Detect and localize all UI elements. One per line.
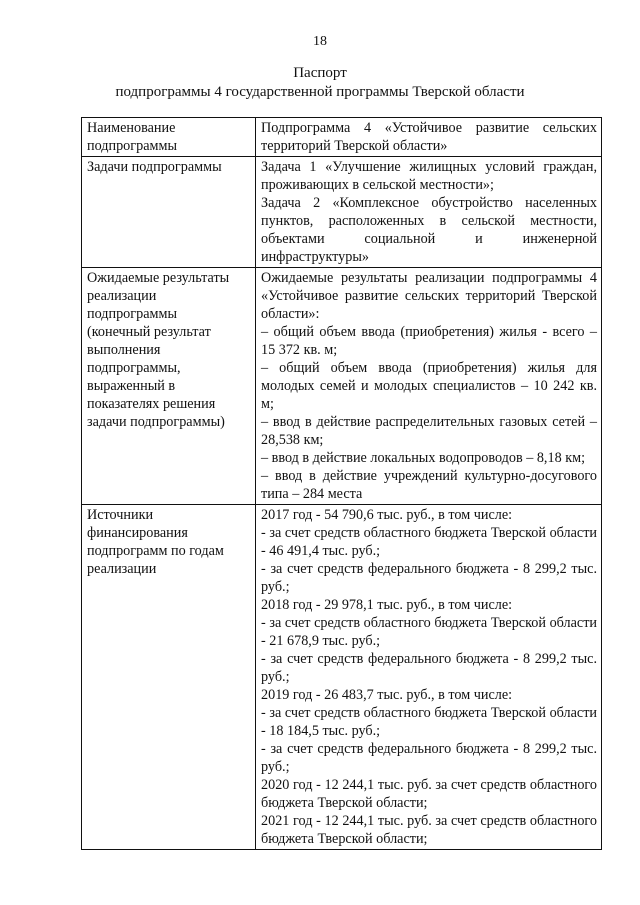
row-content-paragraph: Задача 2 «Комплексное обустройство населенных пунктов, расположенных в сельской местности, объектами социальной и инженерной инфраструктуры» (261, 195, 597, 265)
row-label-line: Задачи подпрограммы (87, 159, 222, 175)
row-label-line: Ожидаемые результаты (87, 270, 230, 286)
row-label-line: финансирования (87, 525, 188, 541)
row-label-line: реализации (87, 288, 157, 304)
table-row (82, 268, 602, 505)
table-row (82, 157, 602, 268)
row-label-line: подпрограммы (87, 306, 177, 322)
document-title (0, 64, 640, 102)
row-label-cell (82, 268, 256, 505)
row-label-line: подпрограммы (87, 138, 177, 154)
row-content-cell (256, 505, 602, 850)
table-row (82, 118, 602, 157)
row-content-paragraph: – ввод в действие учреждений культурно-досугового типа – 284 места (261, 468, 597, 502)
table-row (82, 505, 602, 850)
row-label-line: подпрограмм по годам (87, 543, 224, 559)
row-content-paragraph: - за счет средств областного бюджета Тверской области - 46 491,4 тыс. руб.; (261, 525, 597, 559)
row-content-paragraph: Подпрограмма 4 «Устойчивое развитие сельских территорий Тверской области» (261, 120, 597, 154)
row-label-cell (82, 505, 256, 850)
row-label-line: подпрограммы, (87, 360, 181, 376)
row-label-line: задачи подпрограммы) (87, 414, 225, 430)
row-content-paragraph: Ожидаемые результаты реализации подпрограммы 4 «Устойчивое развитие сельских территорий Тверской области»: (261, 270, 597, 322)
title-line-2: подпрограммы 4 государственной программы Тверской области (115, 84, 525, 100)
row-content-paragraph: – общий объем ввода (приобретения) жилья для молодых семей и молодых специалистов – 10 242 кв. м; (261, 360, 597, 412)
row-content-paragraph: 2021 год - 12 244,1 тыс. руб. за счет средств областного бюджета Тверской области; (261, 813, 597, 847)
row-content-paragraph: - за счет средств федерального бюджета - 8 299,2 тыс. руб.; (261, 651, 597, 685)
passport-table (81, 117, 602, 850)
title-line-1: Паспорт (293, 65, 347, 81)
row-content-paragraph: - за счет средств областного бюджета Тверской области - 18 184,5 тыс. руб.; (261, 705, 597, 739)
row-content-paragraph: - за счет средств областного бюджета Тверской области - 21 678,9 тыс. руб.; (261, 615, 597, 649)
row-label-line: Наименование (87, 120, 176, 136)
row-content-paragraph: - за счет средств федерального бюджета - 8 299,2 тыс. руб.; (261, 741, 597, 775)
row-content-paragraph: - за счет средств федерального бюджета - 8 299,2 тыс. руб.; (261, 561, 597, 595)
row-content-paragraph: Задача 1 «Улучшение жилищных условий граждан, проживающих в сельской местности»; (261, 159, 597, 193)
row-label-line: Источники (87, 507, 154, 523)
row-content-cell (256, 157, 602, 268)
row-content-paragraph: 2017 год - 54 790,6 тыс. руб., в том числе: (261, 507, 513, 523)
row-label-line: выраженный в (87, 378, 176, 394)
row-content-paragraph: 2019 год - 26 483,7 тыс. руб., в том числе: (261, 687, 513, 703)
row-label-cell (82, 118, 256, 157)
row-content-paragraph: – ввод в действие локальных водопроводов – 8,18 км; (261, 450, 586, 466)
row-content-cell (256, 268, 602, 505)
row-label-line: (конечный результат (87, 324, 211, 340)
page-number: 18 (313, 34, 327, 49)
row-label-line: выполнения (87, 342, 161, 358)
row-content-paragraph: – общий объем ввода (приобретения) жилья - всего – 15 372 кв. м; (261, 324, 597, 358)
row-content-paragraph: – ввод в действие распределительных газовых сетей – 28,538 км; (261, 414, 597, 448)
row-label-line: показателях решения (87, 396, 216, 412)
passport-table-body (82, 118, 602, 850)
row-content-paragraph: 2020 год - 12 244,1 тыс. руб. за счет средств областного бюджета Тверской области; (261, 777, 597, 811)
row-content-paragraph: 2018 год - 29 978,1 тыс. руб., в том числе: (261, 597, 513, 613)
row-content-cell (256, 118, 602, 157)
row-label-cell (82, 157, 256, 268)
row-label-line: реализации (87, 561, 157, 577)
